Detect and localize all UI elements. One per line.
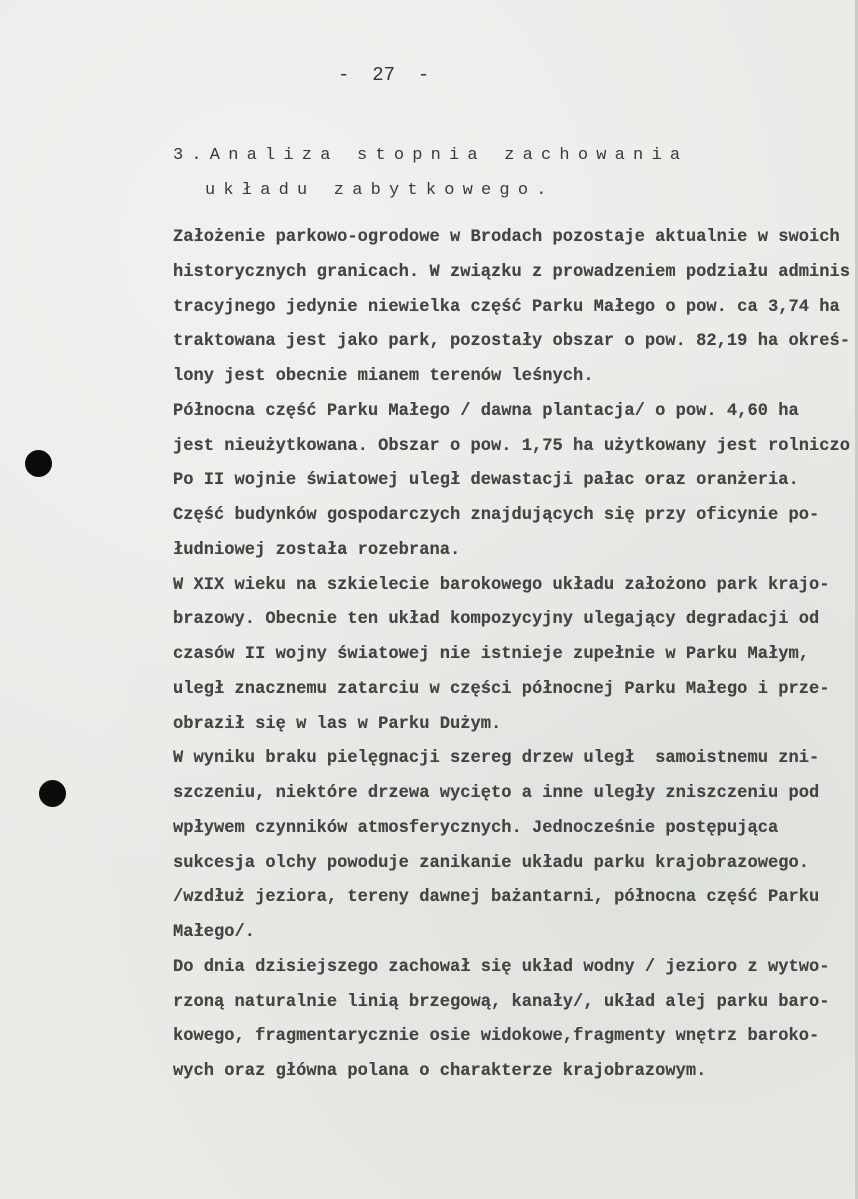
text-line: kowego, fragmentarycznie osie widokowe,fragmenty wnętrz baroko- [173, 1027, 820, 1047]
text-line: Po II wojnie światowej uległ dewastacji pałac oraz oranżeria. [173, 471, 799, 491]
text-line: rzoną naturalnie linią brzegową, kanały/, układ alej parku baro- [173, 992, 830, 1012]
text-line: brazowy. Obecnie ten układ kompozycyjny ulegający degradacji od [173, 610, 820, 630]
text-line: Do dnia dzisiejszego zachował się układ wodny / jezioro z wytwo- [173, 957, 830, 977]
section-heading-line-1: 3.Analiza stopnia zachowania [173, 146, 689, 165]
text-line: Część budynków gospodarczych znajdujących się przy oficynie po- [173, 506, 820, 525]
text-line: Małego/. [173, 923, 256, 942]
text-line: W wyniku braku pielęgnacji szereg drzew uległ samoistnemu zni- [173, 749, 820, 769]
text-line: tracyjnego jedynie niewielka część Parku Małego o pow. ca 3,74 ha [173, 297, 840, 317]
text-line: historycznych granicach. W związku z prowadzeniem podziału adminis [173, 262, 851, 282]
text-line: szczeniu, niektóre drzewa wycięto a inne uległy zniszczeniu pod [173, 784, 820, 803]
text-line: traktowana jest jako park, pozostały obszar o pow. 82,19 ha okreś- [173, 332, 851, 352]
text-line: wych oraz główna polana o charakterze krajobrazowym. [173, 1062, 707, 1081]
text-line: Założenie parkowo-ogrodowe w Brodach pozostaje aktualnie w swoich [173, 228, 840, 247]
text-line: obraził się w las w Parku Dużym. [173, 714, 502, 734]
text-line: /wzdłuż jeziora, tereny dawnej bażantarni, północna część Parku [173, 888, 820, 908]
text-line: czasów II wojny światowej nie istnieje zupełnie w Parku Małym, [173, 645, 809, 664]
punch-hole [25, 450, 52, 477]
section-heading-line-2: układu zabytkowego. [205, 181, 555, 200]
text-line: lony jest obecnie mianem terenów leśnych. [173, 367, 594, 386]
text-line: sukcesja olchy powoduje zanikanie układu parku krajobrazowego. [173, 853, 809, 873]
text-line: wpływem czynników atmosferycznych. Jednocześnie postępująca [173, 818, 779, 838]
text-line: uległ znacznemu zatarciu w części północnej Parku Małego i prze- [173, 679, 830, 699]
punch-hole [39, 780, 66, 807]
text-line: jest nieużytkowana. Obszar o pow. 1,75 ha użytkowany jest rolniczo [173, 436, 851, 456]
text-line: W XIX wieku na szkielecie barokowego układu założono park krajo- [173, 575, 830, 595]
text-line: Północna część Parku Małego / dawna plantacja/ o pow. 4,60 ha [173, 401, 799, 421]
text-line: łudniowej została rozebrana. [173, 540, 461, 560]
page-number: - 27 - [338, 64, 430, 86]
